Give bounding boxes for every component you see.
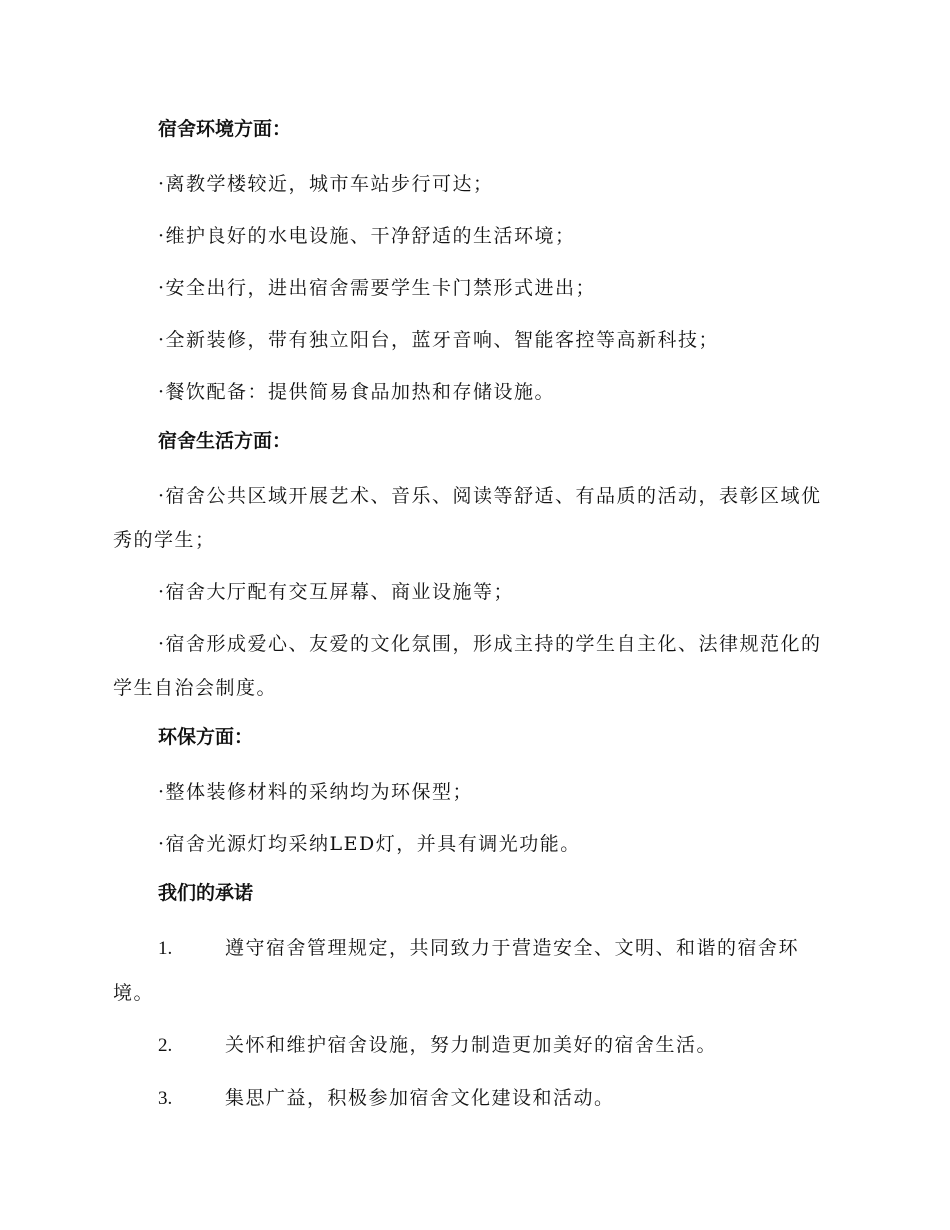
bullet-item: ·全新装修，带有独立阳台，蓝牙音响、智能客控等高新科技； <box>158 329 720 351</box>
bullet-item: ·宿舍形成爱心、友爱的文化氛围，形成主持的学生自主化、法律规范化的学生自治会制度。 <box>113 633 822 699</box>
section-heading-eco: 环保方面： <box>158 726 254 748</box>
section-heading-life: 宿舍生活方面： <box>158 430 292 452</box>
promise-item-number: 3. <box>158 1088 173 1109</box>
promise-item-number: 1. <box>158 938 173 959</box>
promise-item-text: 关怀和维护宿舍设施，努力制造更加美好的宿舍生活。 <box>225 1034 718 1056</box>
promise-item-number: 2. <box>158 1035 173 1056</box>
promise-item <box>113 926 835 1015</box>
bullet-item: ·维护良好的水电设施、干净舒适的生活环境； <box>158 225 576 247</box>
bullet-item: ·宿舍大厅配有交互屏幕、商业设施等； <box>158 581 515 603</box>
promise-item <box>113 1023 835 1068</box>
promise-item <box>113 1076 835 1121</box>
promise-item-text: 遵守宿舍管理规定，共同致力于营造安全、文明、和谐的宿舍环境。 <box>113 937 800 1004</box>
bullet-item: ·餐饮配备：提供简易食品加热和存储设施。 <box>158 381 556 403</box>
bullet-item: ·安全出行，进出宿舍需要学生卡门禁形式进出； <box>158 277 597 299</box>
promise-item-text: 集思广益，积极参加宿舍文化建设和活动。 <box>225 1087 615 1109</box>
bullet-item: ·离教学楼较近，城市车站步行可达； <box>158 173 494 195</box>
bullet-item: ·宿舍光源灯均采纳LED灯，并具有调光功能。 <box>158 833 581 855</box>
section-heading-promise: 我们的承诺 <box>158 882 254 904</box>
bullet-item: ·宿舍公共区域开展艺术、音乐、阅读等舒适、有品质的活动，表彰区域优秀的学生； <box>113 485 822 551</box>
section-heading-environment: 宿舍环境方面： <box>158 118 292 140</box>
bullet-item: ·整体装修材料的采纳均为环保型； <box>158 781 474 803</box>
document-body <box>113 110 835 1129</box>
